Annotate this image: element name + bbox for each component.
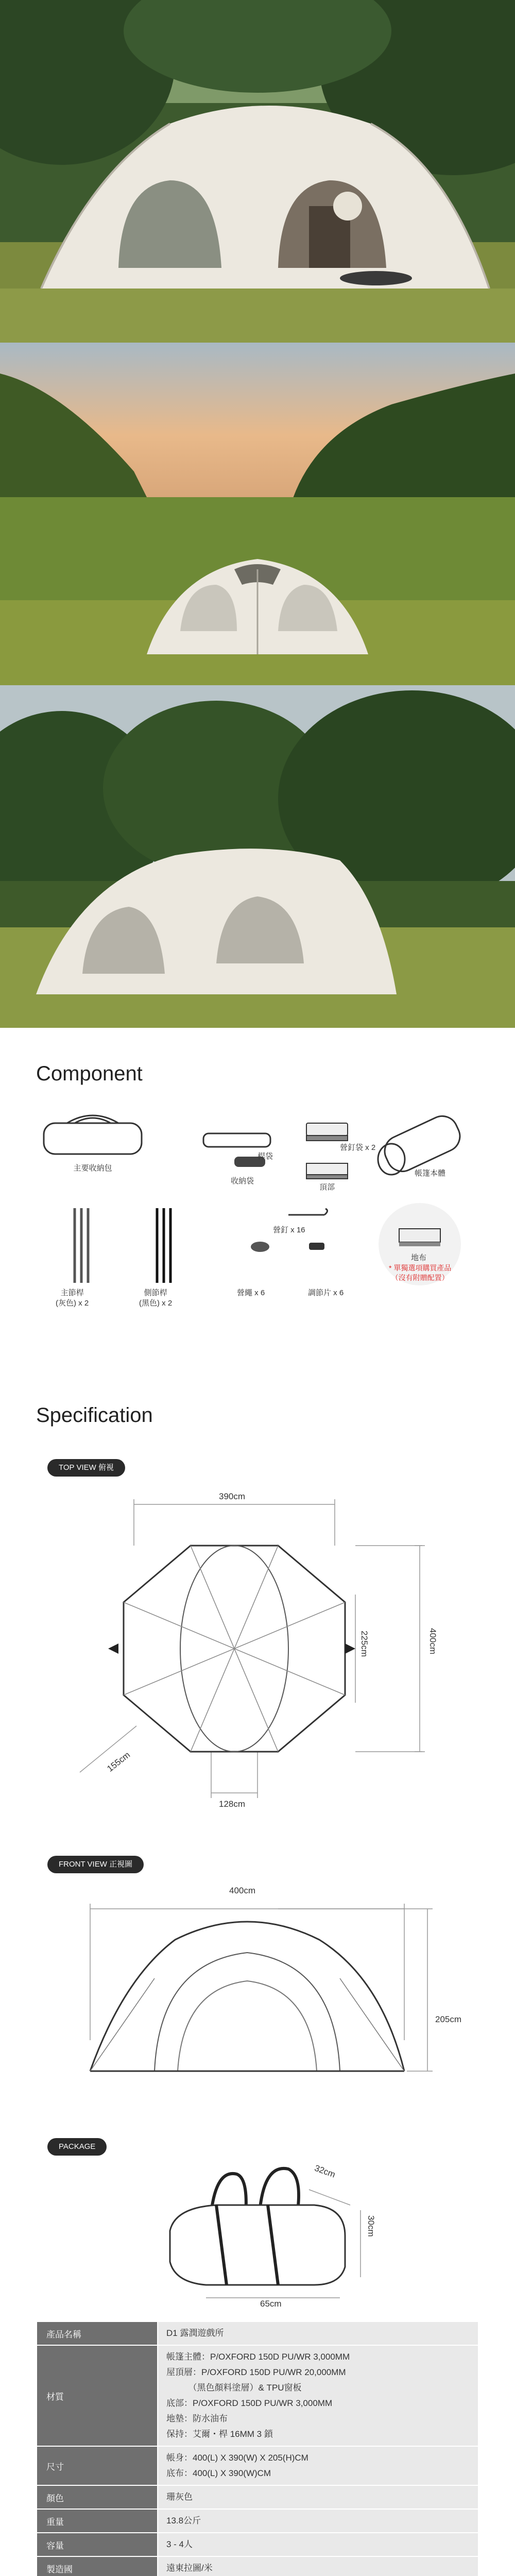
spec-key: 尺寸 [37,2446,158,2485]
pkg-a-dim: 32cm [313,2163,337,2180]
spec-key: 顏色 [37,2485,158,2509]
spec-key: 容量 [37,2533,158,2556]
spec-key: 材質 [37,2345,158,2446]
spec-value-line: 底部：P/OXFORD 150D PU/WR 3,000MM [166,2398,333,2408]
photo-tent-forest [0,685,515,1028]
pkg-c-dim: 65cm [260,2299,282,2309]
top-edge-dim: 155cm [105,1750,132,1774]
spec-value [158,2509,478,2533]
comp-tent-body-label: 帳篷本體 [415,1169,446,1178]
comp-rope-label: 營繩 x 6 [237,1289,265,1297]
spec-value-line: 保持：艾爾・桿 16MM 3 鎖 [166,2429,273,2439]
top-view-diagram [0,1484,515,1844]
spec-row [37,2485,478,2509]
adjuster-icon [309,1243,324,1250]
comp-pole-grey-label: 主節桿 (灰色) x 2 [56,1289,89,1308]
pkg-b-dim: 30cm [366,2215,376,2237]
comp-pole-bag-label: 桿袋 [258,1152,273,1161]
spec-value [158,2446,478,2485]
spec-value [158,2345,478,2446]
spec-value [158,2321,478,2345]
spec-row [37,2446,478,2485]
top-inner-dim: 225cm [359,1631,369,1657]
spec-value-line: 帳篷主體：P/OXFORD 150D PU/WR 3,000MM [166,2352,350,2362]
spec-key: 製造國 [37,2556,158,2576]
top-door-dim: 128cm [219,1799,246,1809]
comp-main-bag-label: 主要收納包 [73,1164,112,1173]
spec-value [158,2556,478,2576]
comp-adjuster-label: 調節片 x 6 [308,1289,344,1297]
spec-row [37,2533,478,2556]
comp-ground-sheet-note: * 單獨選項購買產品 （沒有附贈配置） [389,1264,452,1282]
spec-row [37,2556,478,2576]
spec-value-line: 底布：400(L) X 390(W)CM [166,2468,271,2478]
stakes-icon [288,1209,328,1215]
tent-body-icon [378,1111,465,1177]
front-height-dim: 205cm [435,2014,462,2024]
comp-roof-label: 頂部 [319,1183,335,1192]
stake-bag-icon [306,1123,348,1141]
front-view-pill: FRONT VIEW 正視圖 [47,1856,144,1873]
poles-grey-icon [75,1208,88,1283]
spec-value-line: 13.8公斤 [166,2516,201,2526]
component-title: Component [36,1062,143,1085]
spec-value-line: 帳身：400(L) X 390(W) X 205(H)CM [166,2453,308,2463]
top-width-dim: 390cm [219,1492,246,1501]
package-pill: PACKAGE [47,2138,107,2156]
poles-black-icon [157,1208,170,1283]
spec-value-line: 地墊：防水油布 [166,2414,228,2424]
package-diagram [0,2159,515,2313]
photo-tent-sunset [0,343,515,685]
rope-icon [251,1242,269,1252]
component-diagram [0,1108,515,1365]
main-bag-icon [44,1115,142,1154]
comp-storage-bag-label: 收納袋 [231,1177,254,1185]
spec-row [37,2509,478,2533]
comp-stake-bag-label: 營釘袋 x 2 [340,1143,376,1152]
spec-key: 重量 [37,2509,158,2533]
front-width-dim: 400cm [229,1886,256,1895]
spec-value-line: 珊灰色 [166,2492,193,2502]
top-view-pill: TOP VIEW 俯視 [47,1459,125,1477]
spec-value-line: 遠東拉圖/米 [166,2563,213,2573]
top-height-dim: 400cm [428,1628,438,1655]
spec-row [37,2345,478,2446]
pole-bag-icon [203,1133,270,1147]
spec-key: 產品名稱 [37,2321,158,2345]
spec-value [158,2533,478,2556]
comp-stakes-label: 營釘 x 16 [273,1226,305,1234]
roof-icon [306,1163,348,1179]
photo-tent-closeup [0,0,515,343]
spec-value [158,2485,478,2509]
comp-pole-black-label: 側節桿 (黑色) x 2 [139,1289,173,1308]
front-view-diagram [0,1875,515,2117]
comp-ground-sheet-label: 地布 [411,1253,427,1262]
spec-row [37,2321,478,2345]
specification-title: Specification [36,1404,153,1427]
spec-value-line: D1 露潤遊戲所 [166,2328,224,2338]
spec-value-line: （黑色顏料塗層）& TPU窗板 [166,2383,302,2393]
spec-value-line: 屋頂層：P/OXFORD 150D PU/WR 20,000MM [166,2367,346,2377]
spec-table [36,2321,479,2576]
spec-value-line: 3 - 4人 [166,2539,193,2549]
